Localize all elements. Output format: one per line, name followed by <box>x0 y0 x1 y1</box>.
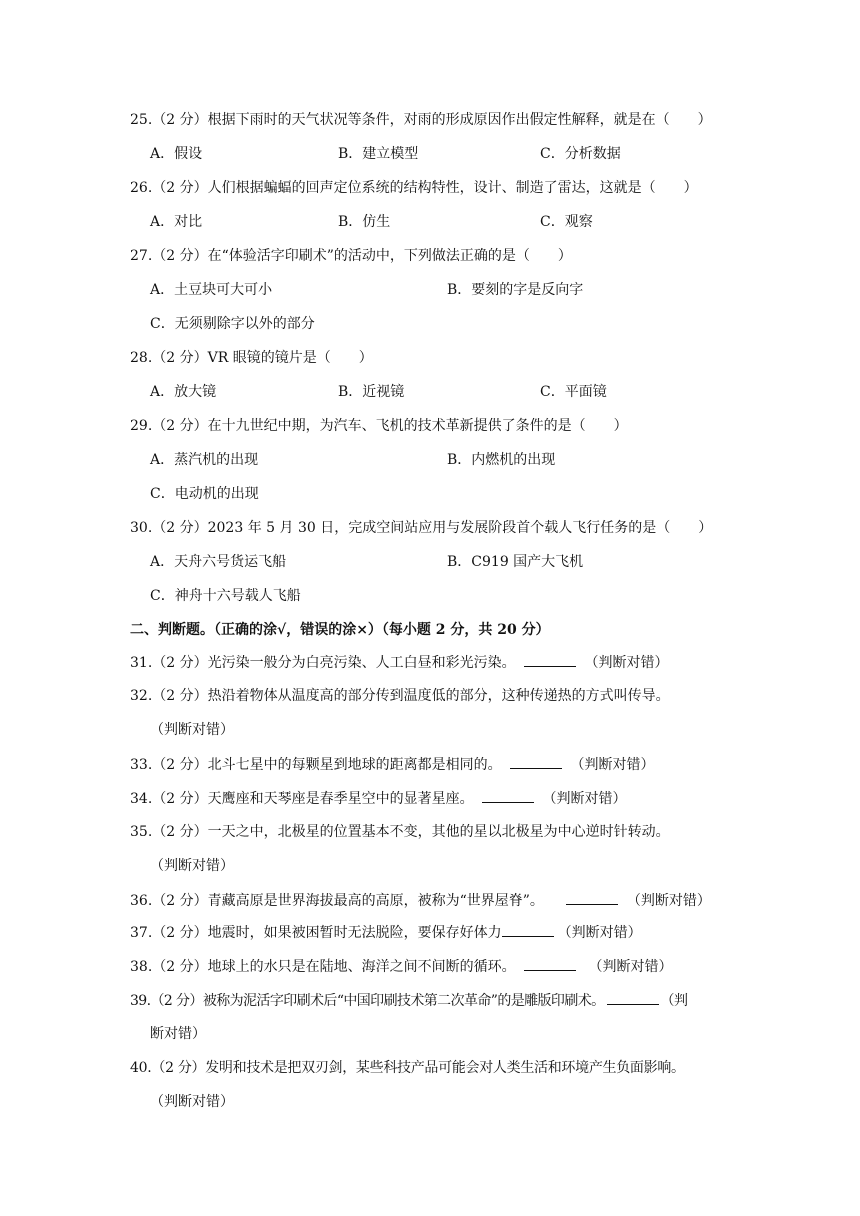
answer-blank[interactable] <box>524 956 576 971</box>
question-35-tail: （判断对错） <box>150 858 234 874</box>
question-39-tail-1: （判 <box>660 993 688 1009</box>
answer-blank[interactable] <box>524 652 576 667</box>
question-33-tail: （判断对错） <box>570 757 655 773</box>
q26-option-a: A．对比 <box>150 214 203 230</box>
q29-option-b: B．内燃机的出现 <box>447 452 556 468</box>
question-39-tail-2: 断对错） <box>150 1026 206 1042</box>
question-37-tail: （判断对错） <box>557 925 642 941</box>
q25-option-c: C．分析数据 <box>540 146 621 162</box>
question-31 <box>130 652 669 673</box>
question-34 <box>130 788 627 809</box>
q27-option-b: B．要刻的字是反向字 <box>447 282 584 298</box>
question-40-tail: （判断对错） <box>150 1094 234 1110</box>
question-34-tail: （判断对错） <box>542 791 627 807</box>
question-26-stem: 26.（2 分）人们根据蝙蝠的回声定位系统的结构特性，设计、制造了雷达，这就是（ ） <box>130 180 698 196</box>
answer-blank[interactable] <box>510 754 562 769</box>
question-33-text: 33.（2 分）北斗七星中的每颗星到地球的距离都是相同的。 <box>130 757 502 773</box>
question-32-text: 32.（2 分）热沿着物体从温度高的部分传到温度低的部分，这种传递热的方式叫传导。 <box>130 688 670 704</box>
question-25-stem: 25.（2 分）根据下雨时的天气状况等条件，对雨的形成原因作出假定性解释，就是在（ ） <box>130 112 712 128</box>
q26-option-b: B．仿生 <box>338 214 391 230</box>
question-38 <box>130 956 673 977</box>
question-31-text: 31.（2 分）光污染一般分为白亮污染、人工白昼和彩光污染。 <box>130 655 516 671</box>
q28-option-b: B．近视镜 <box>338 384 405 400</box>
q25-option-b: B．建立模型 <box>338 146 419 162</box>
q28-option-a: A．放大镜 <box>150 384 217 400</box>
question-39-text: 39.（2 分）被称为泥活字印刷术后“中国印刷技术第二次革命”的是雕版印刷术。 <box>130 993 605 1009</box>
question-28-stem: 28.（2 分）VR 眼镜的镜片是（ ） <box>130 350 373 366</box>
question-35-text: 35.（2 分）一天之中，北极星的位置基本不变，其他的星以北极星为中心逆时针转动。 <box>130 824 670 840</box>
question-27-stem: 27.（2 分）在“体验活字印刷术”的活动中，下列做法正确的是（ ） <box>130 248 572 264</box>
q29-option-a: A．蒸汽机的出现 <box>150 452 259 468</box>
section-2-title: 二、判断题。（正确的涂√，错误的涂×）（每小题 2 分，共 20 分） <box>130 622 550 638</box>
q30-option-c: C．神舟十六号载人飞船 <box>150 588 301 604</box>
q30-option-a: A．天舟六号货运飞船 <box>150 554 287 570</box>
question-38-text: 38.（2 分）地球上的水只是在陆地、海洋之间不间断的循环。 <box>130 959 516 975</box>
question-36 <box>130 890 711 911</box>
q26-option-c: C．观察 <box>540 214 593 230</box>
q27-option-c: C．无须剔除字以外的部分 <box>150 316 315 332</box>
question-31-tail: （判断对错） <box>584 655 669 671</box>
question-32-tail-text: （判断对错） <box>150 722 234 738</box>
q27-option-a: A．土豆块可大可小 <box>150 282 273 298</box>
question-29-stem: 29.（2 分）在十九世纪中期，为汽车、飞机的技术革新提供了条件的是（ ） <box>130 418 628 434</box>
question-36-text: 36.（2 分）青藏高原是世界海拔最高的高原，被称为“世界屋脊”。 <box>130 893 544 909</box>
question-34-text: 34.（2 分）天鹰座和天琴座是春季星空中的显著星座。 <box>130 791 474 807</box>
answer-blank[interactable] <box>502 922 554 937</box>
answer-blank[interactable] <box>607 990 659 1005</box>
question-32-tail <box>150 720 234 740</box>
question-38-tail: （判断对错） <box>588 959 673 975</box>
question-30-stem: 30.（2 分）2023 年 5 月 30 日，完成空间站应用与发展阶段首个载人飞行任务的是（ ） <box>130 520 713 536</box>
answer-blank[interactable] <box>566 890 618 905</box>
q29-option-c: C．电动机的出现 <box>150 486 259 502</box>
question-37-text: 37.（2 分）地震时，如果被困暂时无法脱险，要保存好体力 <box>130 925 502 941</box>
answer-blank[interactable] <box>482 788 534 803</box>
q25-option-a: A．假设 <box>150 146 203 162</box>
question-36-tail: （判断对错） <box>626 893 711 909</box>
q28-option-c: C．平面镜 <box>540 384 607 400</box>
question-40-text: 40.（2 分）发明和技术是把双刃剑，某些科技产品可能会对人类生活和环境产生负面影响。 <box>130 1060 685 1076</box>
question-33 <box>130 754 655 775</box>
q30-option-b: B．C919 国产大飞机 <box>447 554 584 570</box>
question-39 <box>130 990 687 1011</box>
question-37 <box>130 922 642 943</box>
